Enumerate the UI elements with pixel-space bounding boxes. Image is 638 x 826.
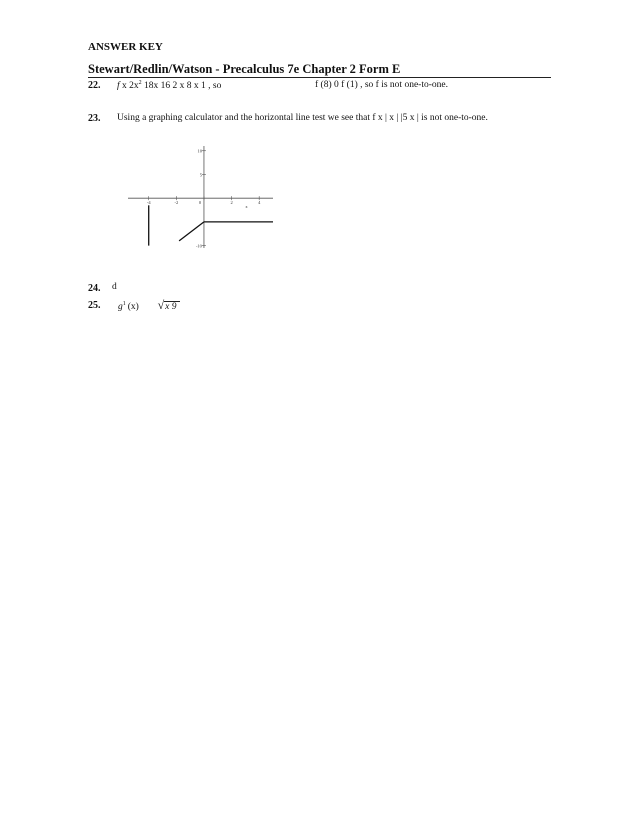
title-divider — [88, 77, 551, 78]
q25-inverse: 1 — [122, 301, 126, 307]
x-tick-label: -2 — [174, 200, 179, 206]
sqrt-icon: √ — [157, 298, 165, 312]
page-title: Stewart/Redlin/Watson - Precalculus 7e Chapter 2 Form E — [88, 62, 401, 76]
q25-radicand: x 9 — [164, 301, 179, 312]
question-24-number: 24. — [88, 283, 101, 294]
q25-arg: (x) — [127, 302, 139, 312]
q22-f: f — [117, 81, 120, 91]
question-25-answer — [118, 298, 180, 313]
x-axis-label: x — [245, 204, 248, 210]
q22-exponent: 2 — [138, 80, 142, 86]
q22-expr: x 2x — [122, 81, 139, 91]
x-tick-label: 2 — [230, 200, 233, 206]
question-22-number: 22. — [88, 80, 101, 91]
answer-key-header: ANSWER KEY — [88, 41, 163, 53]
x-tick-label: 4 — [258, 200, 261, 206]
y-tick-label: 10 — [197, 148, 202, 154]
question-25-number: 25. — [88, 300, 101, 311]
y-tick-label: 5 — [199, 172, 202, 178]
question-22-lhs — [117, 80, 221, 91]
q25-g: g — [118, 302, 123, 312]
question-23-number: 23. — [88, 113, 101, 124]
question-23-text: Using a graphing calculator and the horizontal line test we see that f x | x | |5 x | is not one-to-one. — [117, 113, 488, 123]
graph-plot — [110, 140, 290, 260]
q22-expr-tail: 18x 16 2 x 8 x 1 , so — [141, 81, 222, 91]
x-tick-label: 0 — [198, 200, 202, 206]
graph-series-line-2 — [179, 222, 204, 241]
y-tick-label: -10 — [195, 243, 202, 249]
question-22-rhs: f (8) 0 f (1) , so f is not one-to-one. — [315, 80, 448, 90]
x-tick-label: -4 — [146, 200, 151, 206]
question-24-answer: d — [112, 282, 117, 292]
